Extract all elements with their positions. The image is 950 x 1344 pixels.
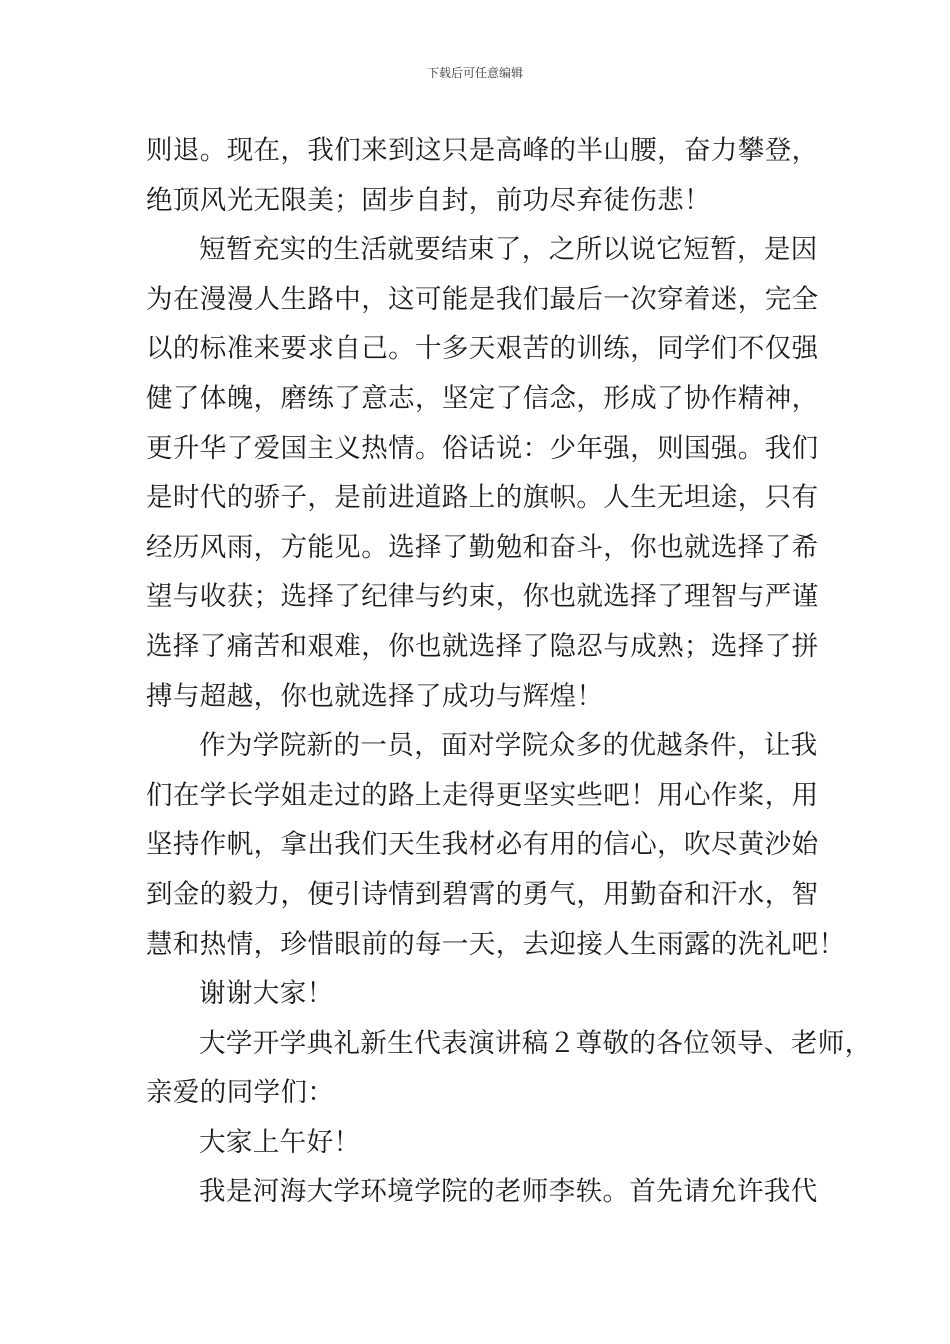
text-line: 健了体魄，磨练了意志，坚定了信念，形成了协作精神， <box>146 382 819 414</box>
text-line: 为在漫漫人生路中，这可能是我们最后一次穿着迷，完全 <box>146 283 819 315</box>
text-line: 大家上午好！ <box>199 1126 361 1158</box>
text-line: 绝顶风光无限美；固步自封，前功尽弃徒伤悲！ <box>146 184 711 216</box>
text-line: 以的标准来要求自己。十多天艰苦的训练，同学们不仅强 <box>146 333 819 365</box>
text-line: 短暂充实的生活就要结束了，之所以说它短暂，是因 <box>199 234 818 266</box>
text-line: 慧和热情，珍惜眼前的每一天，去迎接人生雨露的洗礼吧！ <box>146 928 846 960</box>
text-line: 谢谢大家！ <box>199 978 334 1010</box>
text-line: 则退。现在，我们来到这只是高峰的半山腰，奋力攀登， <box>146 135 819 166</box>
text-line: 我是河海大学环境学院的老师李轶。首先请允许我代 <box>199 1176 818 1208</box>
text-line: 是时代的骄子，是前进道路上的旗帜。人生无坦途，只有 <box>146 482 819 514</box>
text-line: 选择了痛苦和艰难，你也就选择了隐忍与成熟；选择了拼 <box>146 630 819 662</box>
document-body <box>146 126 872 1217</box>
text-line: 们在学长学姐走过的路上走得更坚实些吧！用心作桨，用 <box>146 779 819 811</box>
page-header: 下载后可任意编辑 <box>426 66 523 80</box>
text-line: 经历风雨，方能见。选择了勤勉和奋斗，你也就选择了希 <box>146 531 819 563</box>
text-line: 到金的毅力，便引诗情到碧霄的勇气，用勤奋和汗水，智 <box>146 878 819 910</box>
text-line: 搏与超越，你也就选择了成功与辉煌！ <box>146 680 604 712</box>
text-line: 亲爱的同学们： <box>146 1077 335 1109</box>
text-line: 坚持作帆，拿出我们天生我材必有用的信心，吹尽黄沙始 <box>146 829 819 861</box>
text-line: 作为学院新的一员，面对学院众多的优越条件，让我 <box>199 730 818 762</box>
text-line: 更升华了爱国主义热情。俗话说：少年强，则国强。我们 <box>146 432 819 464</box>
text-line: 大学开学典礼新生代表演讲稿２尊敬的各位领导、老师， <box>199 1027 872 1059</box>
text-line: 望与收获；选择了纪律与约束，你也就选择了理智与严谨 <box>146 581 819 613</box>
